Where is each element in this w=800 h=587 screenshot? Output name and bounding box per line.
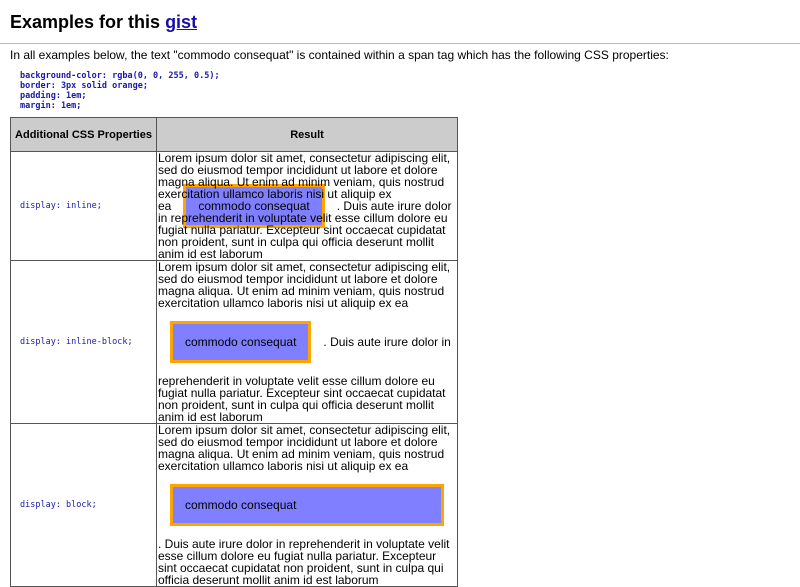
css-properties-code: background-color: rgba(0, 0, 255, 0.5); border: 3px solid orange; padding: 1em; margin: 1em; [20,71,220,111]
intro-text: In all examples below, the text "commodo consequat" is contained within a span tag which has the following CSS properties: [10,48,669,62]
header-additional-css: Additional CSS Properties [11,118,157,152]
page-title: Examples for this gist [10,12,198,32]
demo-span: commodo consequat [170,321,311,363]
lorem-before: Lorem ipsum dolor sit amet, consectetur adipiscing elit, sed do eiusmod tempor incididunt ut labore et dolore magna aliqua. Ut enim ad minim veniam, quis nostrud exercitation ullamco laboris nisi ut aliquip ex ea [158,260,451,310]
gist-link[interactable]: gist [165,12,198,32]
lorem-after: . Duis aute irure dolor in reprehenderit in voluptate velit esse cillum dolore eu fugiat nulla pariatur. Excepteur sint occaecat cupidatat non proident, sunt in culpa qui officia deserunt mollit anim id est laborum [158,537,450,587]
result-cell [157,261,458,424]
property-cell: display: inline-block; [11,261,157,424]
property-cell: display: inline; [11,152,157,261]
divider [0,43,800,44]
table-header-row [11,118,458,152]
examples-table [10,117,458,587]
lorem-before: Lorem ipsum dolor sit amet, consectetur adipiscing elit, sed do eiusmod tempor incididunt ut labore et dolore magna aliqua. Ut enim ad minim veniam, quis nostrud exercitation ullamco laboris nisi ut aliquip ex ea [158,423,451,473]
result-cell [157,152,458,261]
property-cell: display: block; [11,424,157,587]
table-row [11,424,458,587]
lorem-before: Lorem ipsum dolor sit amet, consectetur adipiscing elit, sed do eiusmod tempor incididunt ut labore et dolore magna aliqua. Ut enim ad minim veniam, quis nostrud exercitation ullamco laboris nisi ut aliquip ex ea [158,151,451,213]
header-result: Result [157,118,458,152]
result-cell [157,424,458,587]
table-row [11,261,458,424]
demo-span: commodo consequat [170,484,444,526]
demo-span: commodo consequat [183,184,324,228]
lorem-after: . Duis aute irure dolor in reprehenderit in voluptate velit esse cillum dolore eu fugiat nulla pariatur. Excepteur sint occaecat cupidatat non proident, sunt in culpa qui officia deserunt mollit anim id est laborum [158,199,452,261]
table-row [11,152,458,261]
lorem-after: . Duis aute irure dolor in reprehenderit in voluptate velit esse cillum dolore eu fugiat nulla pariatur. Excepteur sint occaecat cupidatat non proident, sunt in culpa qui officia deserunt mollit anim id est laborum [158,335,451,424]
